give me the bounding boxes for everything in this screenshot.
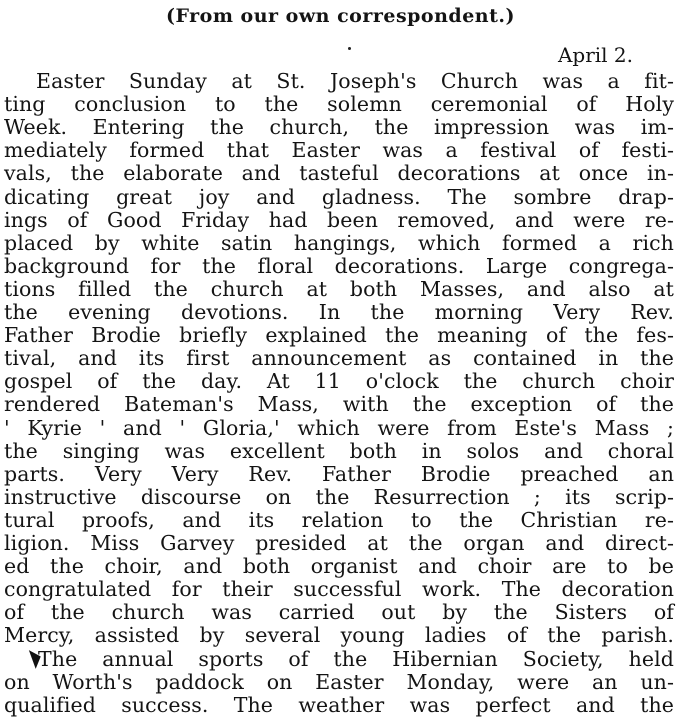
article-line: tions filled the church at both Masses, and also at bbox=[4, 277, 674, 301]
print-speck bbox=[348, 47, 351, 50]
article-line: instructive discourse on the Resurrection ; its scrip- bbox=[4, 485, 674, 509]
article-line: gospel of the day. At 11 o'clock the church choir bbox=[4, 369, 674, 393]
article-line: ' Kyrie ' and ' Gloria,' which were from Este's Mass ; bbox=[4, 416, 674, 440]
article-line: Week. Entering the church, the impression was im- bbox=[4, 115, 674, 139]
article-line: of the church was carried out by the Sisters of bbox=[4, 600, 674, 624]
article-line: the singing was excellent both in solos and choral bbox=[4, 439, 674, 463]
byline-heading: (From our own correspondent.) bbox=[165, 5, 515, 27]
article-line: the evening devotions. In the morning Very Rev. bbox=[4, 300, 674, 324]
article-line: on Worth's paddock on Easter Monday, were an un- bbox=[4, 670, 674, 694]
article-line: dicating great joy and gladness. The sombre drap- bbox=[4, 185, 674, 209]
article-line: Easter Sunday at St. Joseph's Church was a fit- bbox=[36, 69, 674, 93]
article-line: vals, the elaborate and tasteful decorations at once in- bbox=[4, 161, 674, 185]
article-line: background for the floral decorations. Large congrega- bbox=[4, 254, 674, 278]
article-line: ed the choir, and both organist and choir are to be bbox=[4, 554, 674, 578]
article-line: ting conclusion to the solemn ceremonial of Holy bbox=[4, 92, 674, 116]
article-line: Father Brodie briefly explained the meaning of the fes- bbox=[4, 323, 674, 347]
article-line: congratulated for their successful work. The decoration bbox=[4, 577, 674, 601]
article-line: ings of Good Friday had been removed, and were re- bbox=[4, 208, 674, 232]
article-line: Mercy, assisted by several young ladies of the parish. bbox=[4, 623, 674, 647]
article-line: The annual sports of the Hibernian Society, held bbox=[38, 647, 674, 671]
article-line: tival, and its first announcement as contained in the bbox=[4, 346, 674, 370]
article-line: parts. Very Very Rev. Father Brodie preached an bbox=[4, 462, 674, 486]
article-line: mediately formed that Easter was a festival of festi- bbox=[4, 138, 674, 162]
article-line: tural proofs, and its relation to the Christian re- bbox=[4, 508, 674, 532]
article-line: ligion. Miss Garvey presided at the organ and direct- bbox=[4, 531, 674, 555]
article-line: rendered Bateman's Mass, with the exception of the bbox=[4, 392, 674, 416]
article-line: qualified success. The weather was perfect and the bbox=[4, 693, 674, 717]
dateline: April 2. bbox=[557, 43, 633, 67]
article-line: placed by white satin hangings, which formed a rich bbox=[4, 231, 674, 255]
